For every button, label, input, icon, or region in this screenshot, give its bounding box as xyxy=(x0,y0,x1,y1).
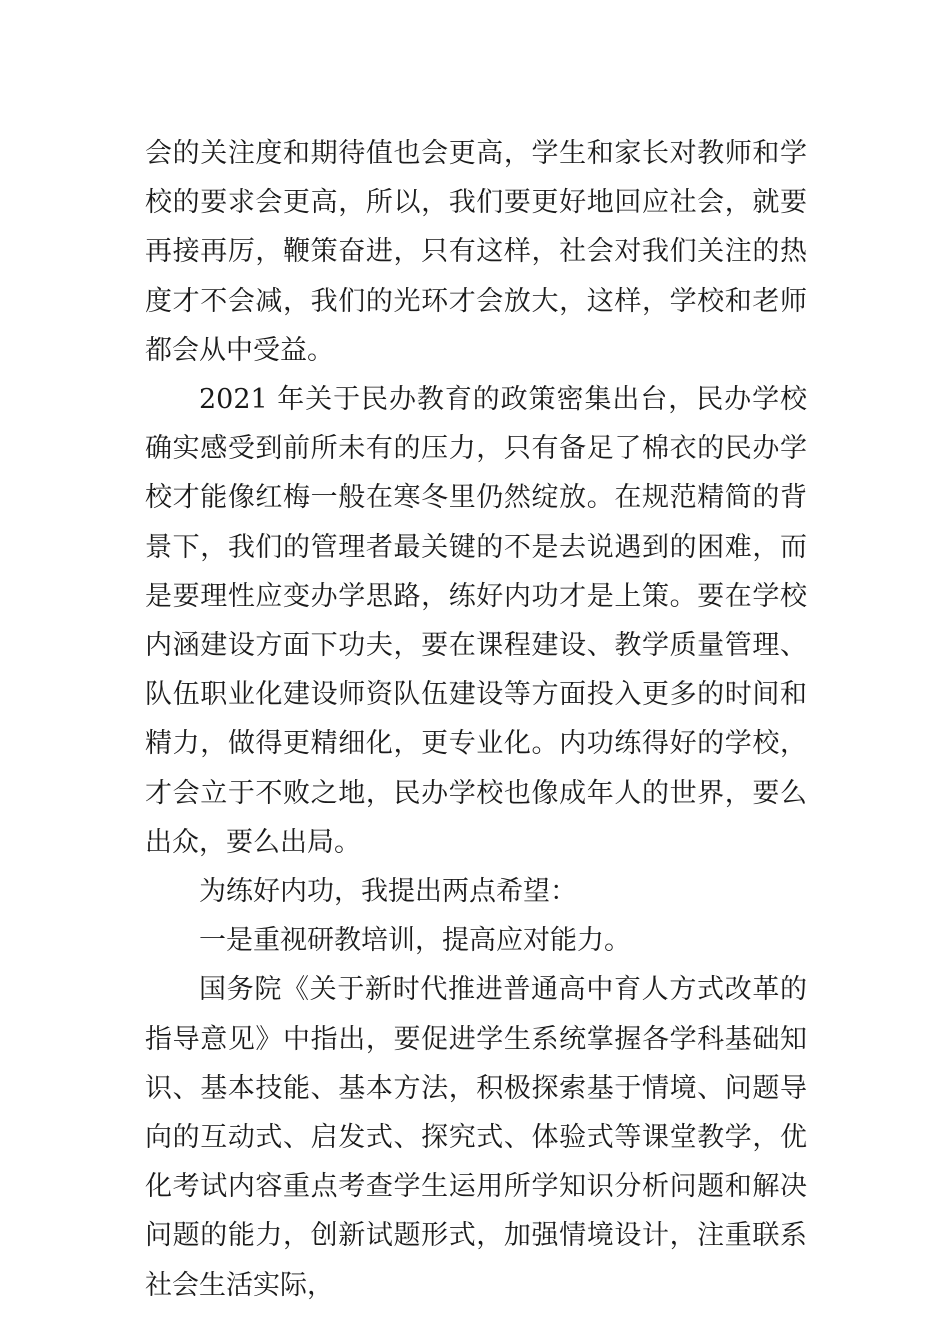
paragraph-continuation: 会的关注度和期待值也会更高，学生和家长对教师和学校的要求会更高，所以，我们要更好地回应社会，就要再接再厉，鞭策奋进，只有这样，社会对我们关注的热度才不会减，我们的光环才会放大，这样，学校和老师都会从中受益。 xyxy=(145,138,807,366)
document-body xyxy=(145,129,807,1310)
paragraph-state-council: 国务院《关于新时代推进普通高中育人方式改革的指导意见》中指出，要促进学生系统掌握各学科基础知识、基本技能、基本方法，积极探索基于情境、问题导向的互动式、启发式、探究式、体验式等课堂教学，优化考试内容重点考查学生运用所学知识分析问题和解决问题的能力，创新试题形式，加强情境设计，注重联系社会生活实际， xyxy=(145,974,807,1301)
paragraph-first-hope: 一是重视研教培训，提高应对能力。 xyxy=(199,925,631,957)
paragraph-policy-2021: 2021 年关于民办教育的政策密集出台，民办学校确实感受到前所未有的压力，只有备足了棉衣的民办学校才能像红梅一般在寒冬里仍然绽放。在规范精简的背景下，我们的管理者最关键的不是去说遇到的困难，而是要理性应变办学思路，练好内功才是上策。要在学校内涵建设方面下功夫，要在课程建设、教学质量管理、队伍职业化建设师资队伍建设等方面投入更多的时间和精力，做得更精细化，更专业化。内功练得好的学校，才会立于不败之地，民办学校也像成年人的世界，要么出众，要么出局。 xyxy=(145,384,807,858)
paragraph-two-hopes: 为练好内功，我提出两点希望： xyxy=(199,876,577,908)
